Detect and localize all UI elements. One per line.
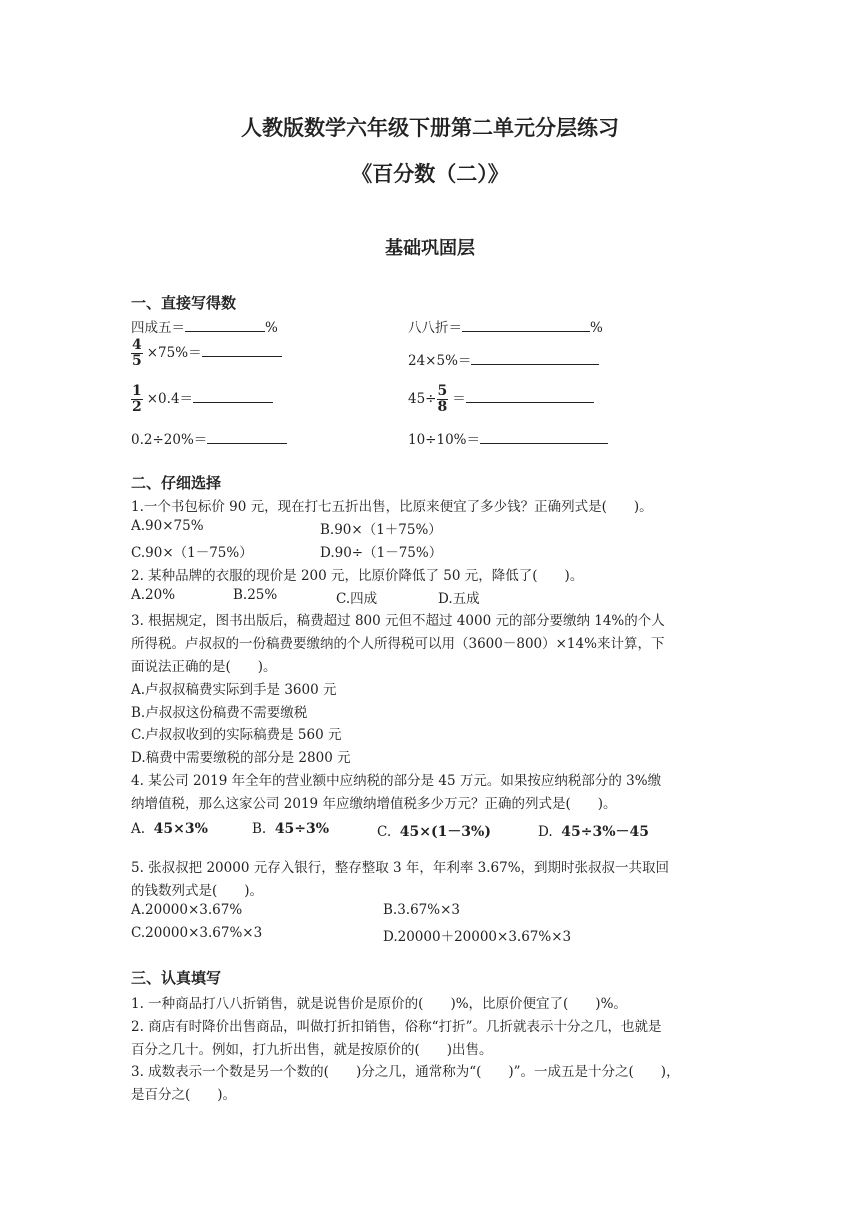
option-c: C.90×（1－75%）: [131, 545, 253, 561]
fraction-numerator: 4: [132, 337, 142, 353]
option-b: B.25%: [233, 587, 278, 603]
option-formula: 45÷3%: [274, 821, 330, 837]
fraction: [437, 384, 449, 415]
question-text: 2. 某种品牌的衣服的现价是 200 元，比原价降低了 50 元，降低了( )。: [131, 568, 584, 584]
question-text: 1.一个书包标价 90 元，现在打七五折出售，比原来便宜了多少钱？正确列式是( )。: [131, 499, 653, 515]
option-d: D.20000＋20000×3.67%×3: [383, 929, 572, 945]
question-text: 的钱数列式是( )。: [131, 883, 264, 899]
fraction-denominator: 2: [132, 399, 142, 415]
option-d: [538, 821, 649, 841]
calc-item: [408, 428, 608, 448]
answer-blank: [466, 388, 594, 403]
option-b: [252, 821, 329, 837]
option-d: D.五成: [438, 591, 480, 607]
answer-blank: [207, 429, 287, 444]
option-letter: C.: [377, 824, 392, 840]
calc-expression: 0.2÷20%＝: [131, 432, 208, 448]
fraction: [131, 338, 143, 369]
option-a: A.90×75%: [131, 518, 204, 534]
answer-blank: [202, 342, 282, 357]
option-c: [377, 821, 491, 841]
layer-heading: 基础巩固层: [385, 238, 475, 259]
calc-expression: ＝: [452, 391, 466, 407]
question-text: 面说法正确的是( )。: [131, 659, 277, 675]
page-title: 人教版数学六年级下册第二单元分层练习: [241, 115, 619, 140]
calc-item: [131, 428, 287, 448]
option-a: A.20%: [131, 587, 176, 603]
calc-item: [131, 384, 273, 415]
option-c: C.四成: [336, 591, 378, 607]
calc-item: [131, 338, 282, 369]
calc-expression: ×75%＝: [146, 345, 202, 361]
answer-blank: [480, 429, 608, 444]
question-text: 2. 商店有时降价出售商品，叫做打折扣销售，俗称“打折”。几折就表示十分之几，也就是: [131, 1019, 662, 1035]
fraction-numerator: 5: [437, 383, 448, 399]
answer-blank: [193, 388, 273, 403]
calc-item: [408, 349, 599, 369]
option-formula: 45×(1－3%): [399, 824, 491, 840]
option-formula: 45×3%: [153, 821, 208, 837]
question-text: 百分之几十。例如，打九折出售，就是按原价的( )出售。: [131, 1042, 493, 1058]
option-letter: B.: [252, 821, 267, 837]
option-letter: D.: [538, 824, 553, 840]
calc-expression-prefix: 45÷: [408, 391, 437, 407]
question-text: 3. 成数表示一个数是另一个数的( )分之几，通常称为“( )”。一成五是十分之( )，: [131, 1064, 680, 1080]
question-text: 所得税。卢叔叔的一份稿费要缴纳的个人所得税可以用（3600－800）×14%来计算，下: [131, 636, 665, 652]
option-b: B.卢叔叔这份稿费不需要缴税: [131, 705, 308, 721]
question-text: 纳增值税，那么这家公司 2019 年应缴纳增值税多少万元？正确的列式是( )。: [131, 796, 617, 812]
calc-expression: 四成五＝: [131, 320, 185, 336]
answer-blank: [471, 350, 599, 365]
calc-item: [408, 384, 594, 415]
option-c: C.卢叔叔收到的实际稿费是 560 元: [131, 727, 342, 743]
option-b: B.3.67%×3: [383, 902, 460, 918]
option-d: D.稿费中需要缴税的部分是 2800 元: [131, 750, 351, 766]
calc-item: [408, 316, 603, 336]
option-formula: 45÷3%－45: [561, 824, 649, 840]
section2-heading: 二、仔细选择: [131, 474, 222, 492]
answer-blank: [462, 317, 590, 332]
option-letter: A.: [131, 821, 146, 837]
fraction-denominator: 5: [132, 353, 142, 369]
fraction-denominator: 8: [437, 399, 448, 415]
calc-expression: 10÷10%＝: [408, 432, 480, 448]
fraction: [131, 384, 143, 415]
question-text: 3. 根据规定，图书出版后，稿费超过 800 元但不超过 4000 元的部分要缴纳 14%的个人: [131, 613, 665, 629]
calc-expression: 八八折＝: [408, 320, 462, 336]
calc-suffix: %: [265, 320, 278, 336]
section1-heading: 一、直接写得数: [131, 294, 237, 312]
calc-item: [131, 316, 278, 336]
section3-heading: 三、认真填写: [131, 969, 222, 987]
option-d: D.90÷（1－75%）: [320, 545, 443, 561]
calc-expression: ×0.4＝: [146, 391, 194, 407]
option-c: C.20000×3.67%×3: [131, 925, 263, 941]
answer-blank: [185, 317, 265, 332]
calc-suffix: %: [590, 320, 603, 336]
option-a: A.卢叔叔稿费实际到手是 3600 元: [131, 682, 337, 698]
option-a: [131, 821, 208, 837]
question-text: 5. 张叔叔把 20000 元存入银行，整存整取 3 年，年利率 3.67%，到期时张叔叔一共取回: [131, 860, 670, 876]
option-b: B.90×（1＋75%）: [320, 522, 442, 538]
calc-expression: 24×5%＝: [408, 353, 472, 369]
page-subtitle: 《百分数（二）》: [351, 161, 509, 186]
question-text: 4. 某公司 2019 年全年的营业额中应纳税的部分是 45 万元。如果按应纳税部分的 3%缴: [131, 773, 662, 789]
question-text: 是百分之( )。: [131, 1087, 237, 1103]
fraction-numerator: 1: [132, 383, 142, 399]
question-text: 1. 一种商品打八八折销售，就是说售价是原价的( )%，比原价便宜了( )%。: [131, 996, 627, 1012]
option-a: A.20000×3.67%: [131, 902, 243, 918]
